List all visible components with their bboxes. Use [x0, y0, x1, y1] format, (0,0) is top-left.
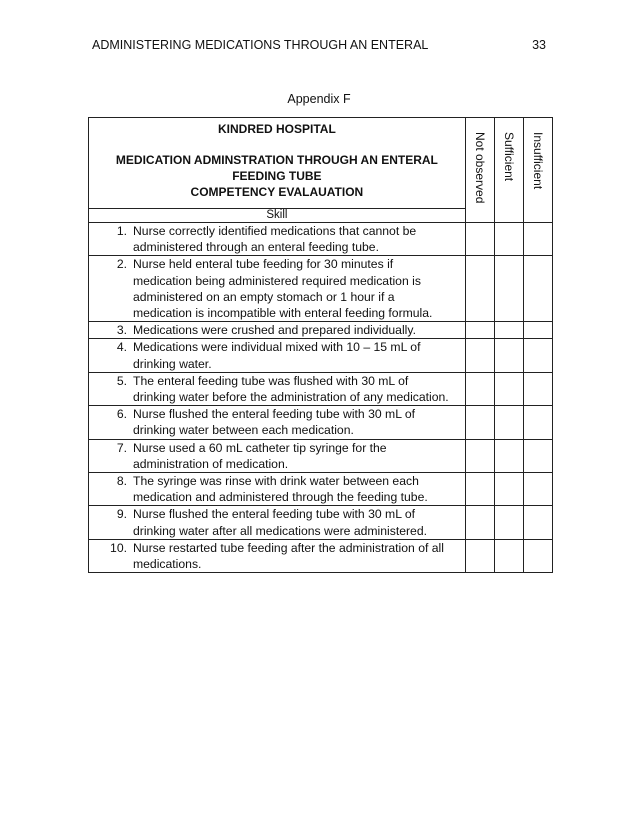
skill-item-line: Nurse used a 60 mL catheter tip syringe for the — [133, 440, 387, 455]
skill-item-text — [129, 473, 465, 505]
rating-cell-insufficient[interactable] — [523, 439, 552, 472]
hospital-name: KINDRED HOSPITAL — [218, 122, 336, 136]
header-row — [89, 118, 553, 209]
rating-cell-not-observed[interactable] — [465, 372, 494, 405]
rating-label-insufficient: Insufficient — [530, 132, 545, 190]
skill-item-number: 8. — [116, 474, 127, 489]
rating-cell-not-observed[interactable] — [465, 539, 494, 572]
rating-cell-sufficient[interactable] — [494, 473, 523, 506]
skill-item-number: 6. — [116, 407, 127, 422]
rating-cell-sufficient[interactable] — [494, 439, 523, 472]
table-row — [89, 223, 553, 256]
skill-item-text — [129, 440, 465, 472]
appendix-label: Appendix F — [287, 92, 351, 106]
skill-item-cell — [89, 439, 466, 472]
page-number: 33 — [532, 38, 546, 52]
form-title-line-3: COMPETENCY EVALAUATION — [190, 185, 364, 199]
skill-item-cell — [89, 372, 466, 405]
skill-item-line: drinking water after all medications were administered. — [133, 523, 427, 538]
skill-column-header: Skill — [89, 209, 466, 223]
competency-evaluation-table — [88, 117, 553, 573]
skill-item-cell — [89, 256, 466, 322]
rating-label-not-observed: Not observed — [472, 132, 487, 204]
skill-item-number: 2. — [116, 257, 127, 272]
skill-item-line: Nurse correctly identified medications that cannot be — [133, 224, 417, 238]
rating-cell-insufficient[interactable] — [523, 256, 552, 322]
rating-cell-not-observed[interactable] — [465, 406, 494, 439]
rating-cell-insufficient[interactable] — [523, 223, 552, 256]
table-row — [89, 406, 553, 439]
rating-header-insufficient — [523, 118, 552, 223]
skill-item-number: 1. — [116, 224, 127, 238]
table-row — [89, 506, 553, 539]
rating-header-sufficient — [494, 118, 523, 223]
table-row — [89, 339, 553, 372]
skill-item-line: The enteral feeding tube was flushed with 30 mL of — [133, 373, 409, 388]
skill-item-line: drinking water before the administration of any medication. — [133, 390, 449, 405]
rating-cell-not-observed[interactable] — [465, 256, 494, 322]
table-row — [89, 439, 553, 472]
running-head — [92, 38, 546, 52]
rating-cell-insufficient[interactable] — [523, 539, 552, 572]
table-row — [89, 256, 553, 322]
skill-item-line: Nurse restarted tube feeding after the administration of all — [133, 540, 444, 555]
skill-item-line: Nurse held enteral tube feeding for 30 minutes if — [133, 257, 394, 272]
skill-item-text — [129, 256, 465, 321]
skill-item-cell — [89, 223, 466, 256]
skill-item-line: Nurse flushed the enteral feeding tube with 30 mL of — [133, 507, 416, 522]
skill-item-line: Medications were individual mixed with 10 – 15 mL of — [133, 340, 421, 355]
skill-item-line: medication and administered through the feeding tube. — [133, 490, 428, 505]
skill-item-line: Nurse flushed the enteral feeding tube with 30 mL of — [133, 407, 416, 422]
skill-item-cell — [89, 339, 466, 372]
rating-cell-not-observed[interactable] — [465, 506, 494, 539]
skill-item-line: administration of medication. — [133, 456, 289, 471]
running-head-title: ADMINISTERING MEDICATIONS THROUGH AN ENTERAL — [92, 38, 429, 52]
rating-header-not-observed — [465, 118, 494, 223]
skill-item-text — [129, 506, 465, 538]
skill-item-cell — [89, 406, 466, 439]
rating-cell-not-observed[interactable] — [465, 339, 494, 372]
rating-cell-sufficient[interactable] — [494, 339, 523, 372]
rating-cell-sufficient[interactable] — [494, 539, 523, 572]
rating-cell-sufficient[interactable] — [494, 372, 523, 405]
rating-cell-not-observed[interactable] — [465, 439, 494, 472]
skill-item-number: 9. — [116, 507, 127, 522]
skill-item-line: The syringe was rinse with drink water between each — [133, 474, 419, 489]
skill-item-number: 3. — [116, 323, 127, 338]
skill-item-text — [129, 406, 465, 438]
rating-cell-insufficient[interactable] — [523, 322, 552, 339]
rating-cell-insufficient[interactable] — [523, 372, 552, 405]
form-title-cell — [89, 118, 466, 209]
rating-cell-sufficient[interactable] — [494, 506, 523, 539]
skill-item-line: medications. — [133, 557, 202, 572]
rating-cell-insufficient[interactable] — [523, 473, 552, 506]
skill-item-number: 5. — [116, 373, 127, 388]
skill-item-line: medication being administered required medication is — [133, 273, 421, 288]
skill-item-text — [129, 322, 465, 338]
skill-item-number: 7. — [116, 440, 127, 455]
rating-label-sufficient: Sufficient — [501, 132, 516, 182]
form-title-line-2: FEEDING TUBE — [232, 169, 322, 183]
rating-cell-sufficient[interactable] — [494, 322, 523, 339]
skill-item-line: administered on an empty stomach or 1 hour if a — [133, 289, 395, 304]
skill-item-line: drinking water between each medication. — [133, 423, 354, 438]
skill-item-cell — [89, 539, 466, 572]
table-row — [89, 539, 553, 572]
skill-item-line: medication is incompatible with enteral feeding formula. — [133, 306, 433, 321]
rating-cell-not-observed[interactable] — [465, 223, 494, 256]
skill-item-cell — [89, 322, 466, 339]
skill-item-cell — [89, 473, 466, 506]
rating-cell-insufficient[interactable] — [523, 339, 552, 372]
table-row — [89, 372, 553, 405]
skill-item-number: 4. — [116, 340, 127, 355]
rating-cell-sufficient[interactable] — [494, 256, 523, 322]
table-row — [89, 322, 553, 339]
skill-item-number: 10. — [110, 540, 127, 555]
skill-item-text — [129, 223, 465, 255]
rating-cell-not-observed[interactable] — [465, 473, 494, 506]
rating-cell-insufficient[interactable] — [523, 506, 552, 539]
rating-cell-sufficient[interactable] — [494, 223, 523, 256]
table-row — [89, 473, 553, 506]
rating-cell-sufficient[interactable] — [494, 406, 523, 439]
skill-item-line: administered through an enteral feeding tube. — [133, 240, 379, 255]
skill-item-text — [129, 540, 465, 572]
skill-item-text — [129, 339, 465, 371]
skill-item-line: Medications were crushed and prepared individually. — [133, 323, 416, 338]
form-title-line-1: MEDICATION ADMINSTRATION THROUGH AN ENTERAL — [115, 153, 438, 167]
skill-item-cell — [89, 506, 466, 539]
rating-cell-insufficient[interactable] — [523, 406, 552, 439]
skill-item-line: drinking water. — [133, 356, 212, 371]
rating-cell-not-observed[interactable] — [465, 322, 494, 339]
skill-item-text — [129, 373, 465, 405]
